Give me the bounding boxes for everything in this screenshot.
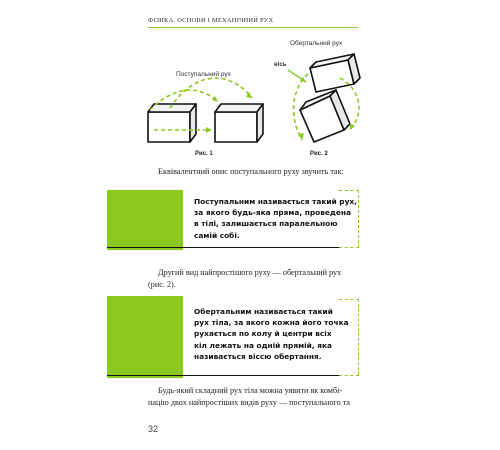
complex-motion-line: Будь-який складний рух тіла можна уявити як комбі-: [158, 386, 343, 395]
complex-motion-line: націю двох найпростіших видів руху — поступального та: [148, 398, 351, 407]
definition2-dash-bottom: [339, 375, 359, 376]
definition1-line: в тілі, залишається паралельною: [194, 219, 338, 229]
fig2-caption: Рис. 2: [310, 151, 328, 157]
definition1-line: самій собі.: [194, 230, 240, 240]
page-number: 32: [148, 424, 159, 434]
header-rule: [148, 27, 358, 28]
fig1-label: Поступальний рух: [176, 71, 231, 78]
complex-motion-paragraph: [148, 385, 360, 409]
definition2-line: називається віссю обертання.: [194, 351, 322, 361]
definition2-dash-right: [358, 299, 359, 375]
definition1-rule: [107, 247, 339, 248]
definition1-text: [194, 196, 357, 241]
definition1-dash-right: [358, 190, 359, 248]
definition1-green-block: [107, 190, 183, 250]
intro-paragraph: Еквівалентний опис поступального руху звучить так:: [158, 167, 344, 176]
rotational-intro-line: (рис. 2).: [148, 280, 176, 289]
definition2-line: рух тіла, за якого кожна його точка: [194, 318, 349, 328]
definition2-line: кіл лежать на одній прямій, яка: [194, 340, 332, 350]
definition1-dash-bottom: [339, 247, 359, 248]
fig2-box-bottom: [300, 90, 350, 142]
definition2-line: рухається по колу й центри всіх: [194, 329, 332, 339]
running-title: ФІЗИКА. ОСНОВИ І МЕХАНІЧНИЙ РУХ: [148, 17, 274, 24]
definition1-dash-top: [339, 190, 359, 191]
definition2-dash-top: [339, 299, 359, 300]
fig2-axis-label: вісь: [274, 62, 287, 68]
rotational-intro-line: Другий вид найпростішого руху — обертальний рух: [158, 268, 342, 277]
figures-illustration: [140, 30, 370, 160]
fig2-label: Обертальний рух: [290, 40, 343, 47]
rotational-intro-paragraph: [148, 267, 360, 291]
definition2-rule: [107, 375, 339, 376]
definition1-line: Поступальним називається такий рух,: [194, 197, 357, 206]
definition1-line: за якого будь-яка пряма, проведена: [194, 208, 352, 218]
fig1-caption: Рис. 1: [195, 151, 213, 157]
fig1-box-left: [148, 104, 196, 142]
fig1-box-right: [215, 104, 263, 142]
definition2-green-block: [107, 296, 183, 378]
fig2-box-top: [310, 54, 360, 92]
definition2-line: Обертальним називається такий: [194, 307, 333, 316]
definition2-text: [194, 306, 349, 362]
